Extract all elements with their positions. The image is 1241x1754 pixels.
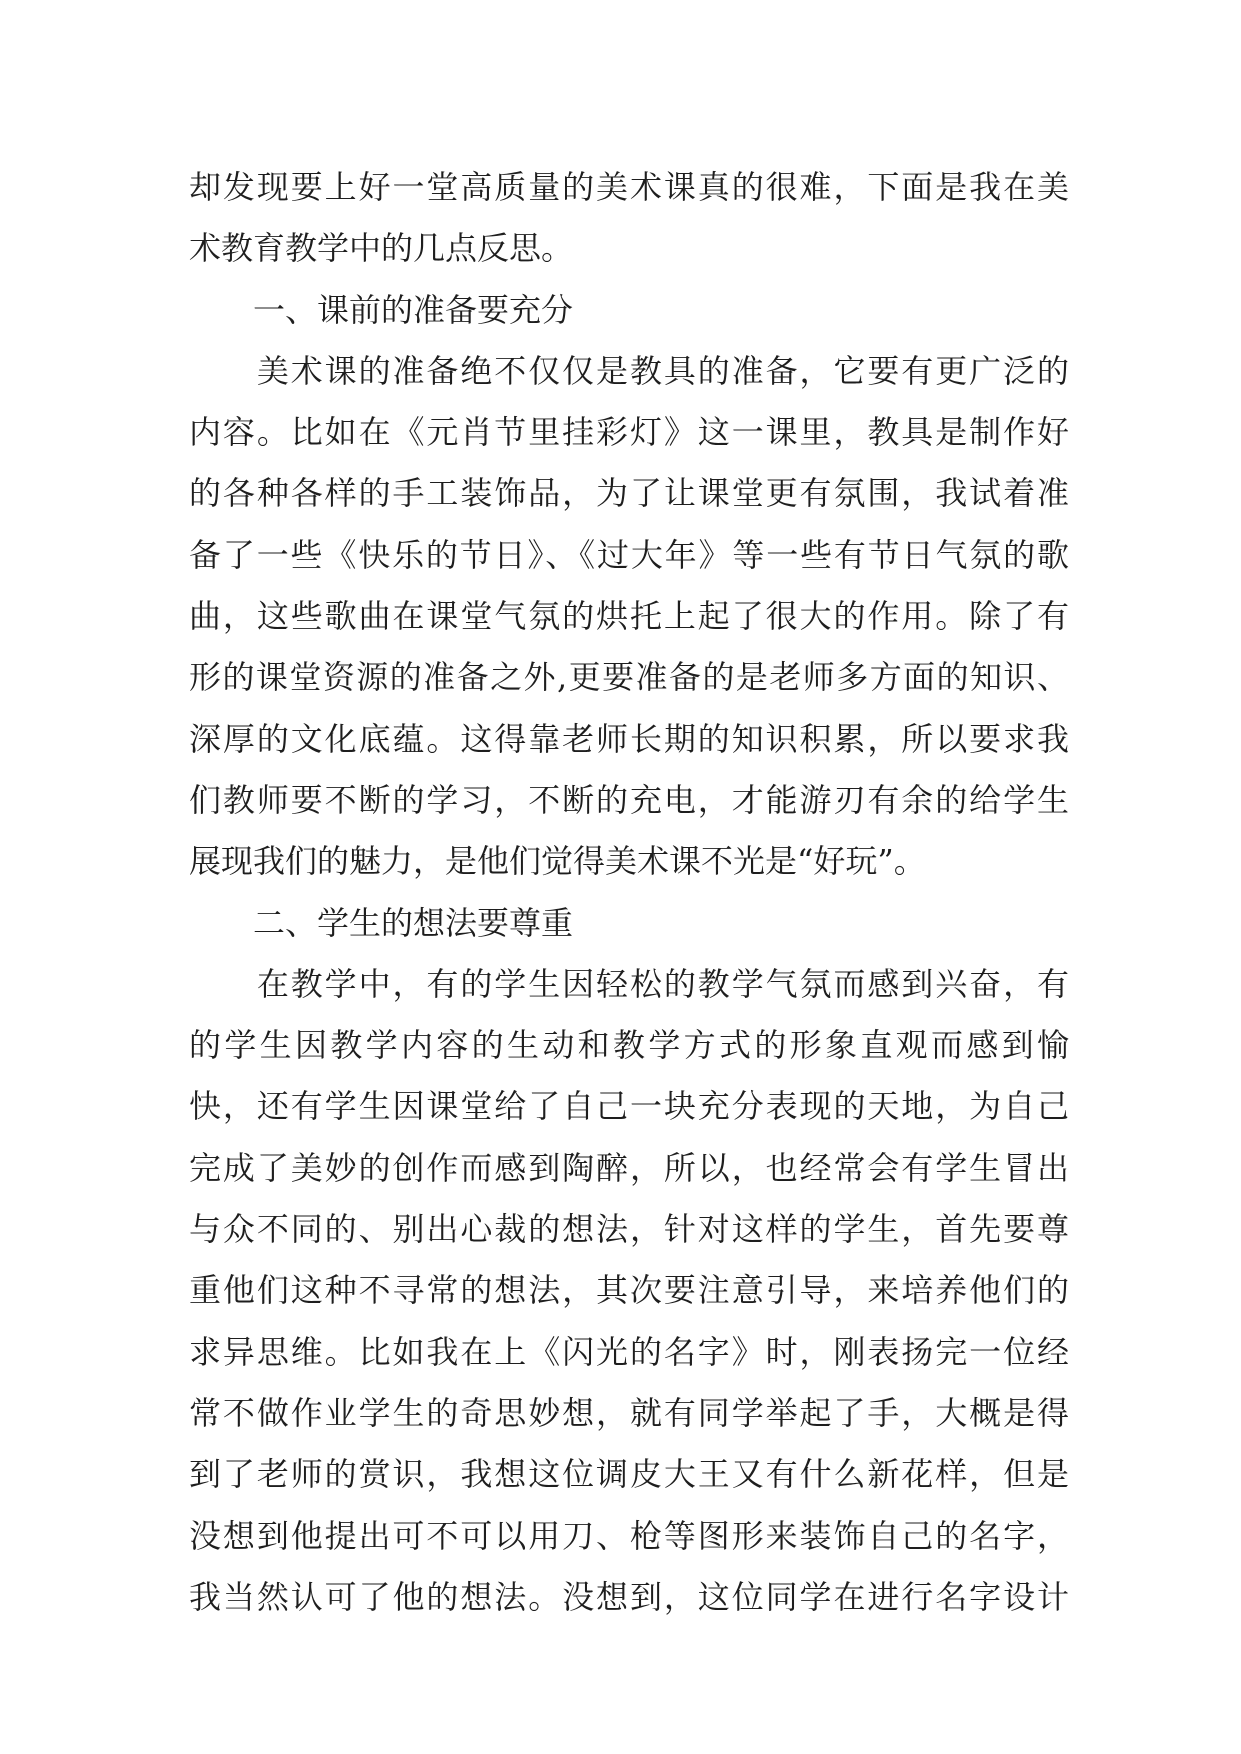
text-line: 求异思维。比如我在上《闪光的名字》时，刚表扬完一位经 — [189, 1332, 1069, 1371]
section-heading: 一、课前的准备要充分 — [189, 290, 574, 329]
text-line: 备了一些《快乐的节日》、《过大年》等一些有节日气氛的歌 — [189, 535, 1069, 574]
text-line: 们教师要不断的学习，不断的充电，才能游刃有余的给学生 — [189, 780, 1069, 819]
text-line: 没想到他提出可不可以用刀、枪等图形来装饰自己的名字， — [189, 1516, 1069, 1555]
text-line: 的学生因教学内容的生动和教学方式的形象直观而感到愉 — [189, 1026, 1069, 1065]
text-line: 深厚的文化底蕴。这得靠老师长期的知识积累，所以要求我 — [189, 719, 1069, 758]
text-line: 常不做作业学生的奇思妙想，就有同学举起了手，大概是得 — [189, 1393, 1069, 1432]
text-line: 形的课堂资源的准备之外,更要准备的是老师多方面的知识、 — [189, 658, 1069, 697]
text-line: 与众不同的、别出心裁的想法，针对这样的学生，首先要尊 — [189, 1210, 1069, 1249]
text-line: 展现我们的魅力，是他们觉得美术课不光是“好玩”。 — [189, 842, 926, 881]
document-body — [189, 157, 1069, 1628]
text-line: 的各种各样的手工装饰品，为了让课堂更有氛围，我试着准 — [189, 474, 1069, 513]
text-line: 在教学中，有的学生因轻松的教学气氛而感到兴奋，有 — [189, 964, 1069, 1003]
text-line: 美术课的准备绝不仅仅是教具的准备，它要有更广泛的 — [189, 351, 1069, 390]
text-line: 完成了美妙的创作而感到陶醉，所以，也经常会有学生冒出 — [189, 1148, 1069, 1187]
text-line: 我当然认可了他的想法。没想到，这位同学在进行名字设计 — [189, 1577, 1069, 1616]
text-line: 曲，这些歌曲在课堂气氛的烘托上起了很大的作用。除了有 — [189, 597, 1069, 636]
text-line: 术教育教学中的几点反思。 — [189, 229, 574, 268]
text-line: 内容。比如在《元肖节里挂彩灯》这一课里，教具是制作好 — [189, 413, 1069, 452]
text-line: 到了老师的赏识，我想这位调皮大王又有什么新花样，但是 — [189, 1455, 1069, 1494]
section-heading: 二、学生的想法要尊重 — [189, 903, 574, 942]
text-line: 快，还有学生因课堂给了自己一块充分表现的天地，为自己 — [189, 1087, 1069, 1126]
text-line: 重他们这种不寻常的想法，其次要注意引导，来培养他们的 — [189, 1271, 1069, 1310]
text-line: 却发现要上好一堂高质量的美术课真的很难，下面是我在美 — [189, 168, 1069, 206]
